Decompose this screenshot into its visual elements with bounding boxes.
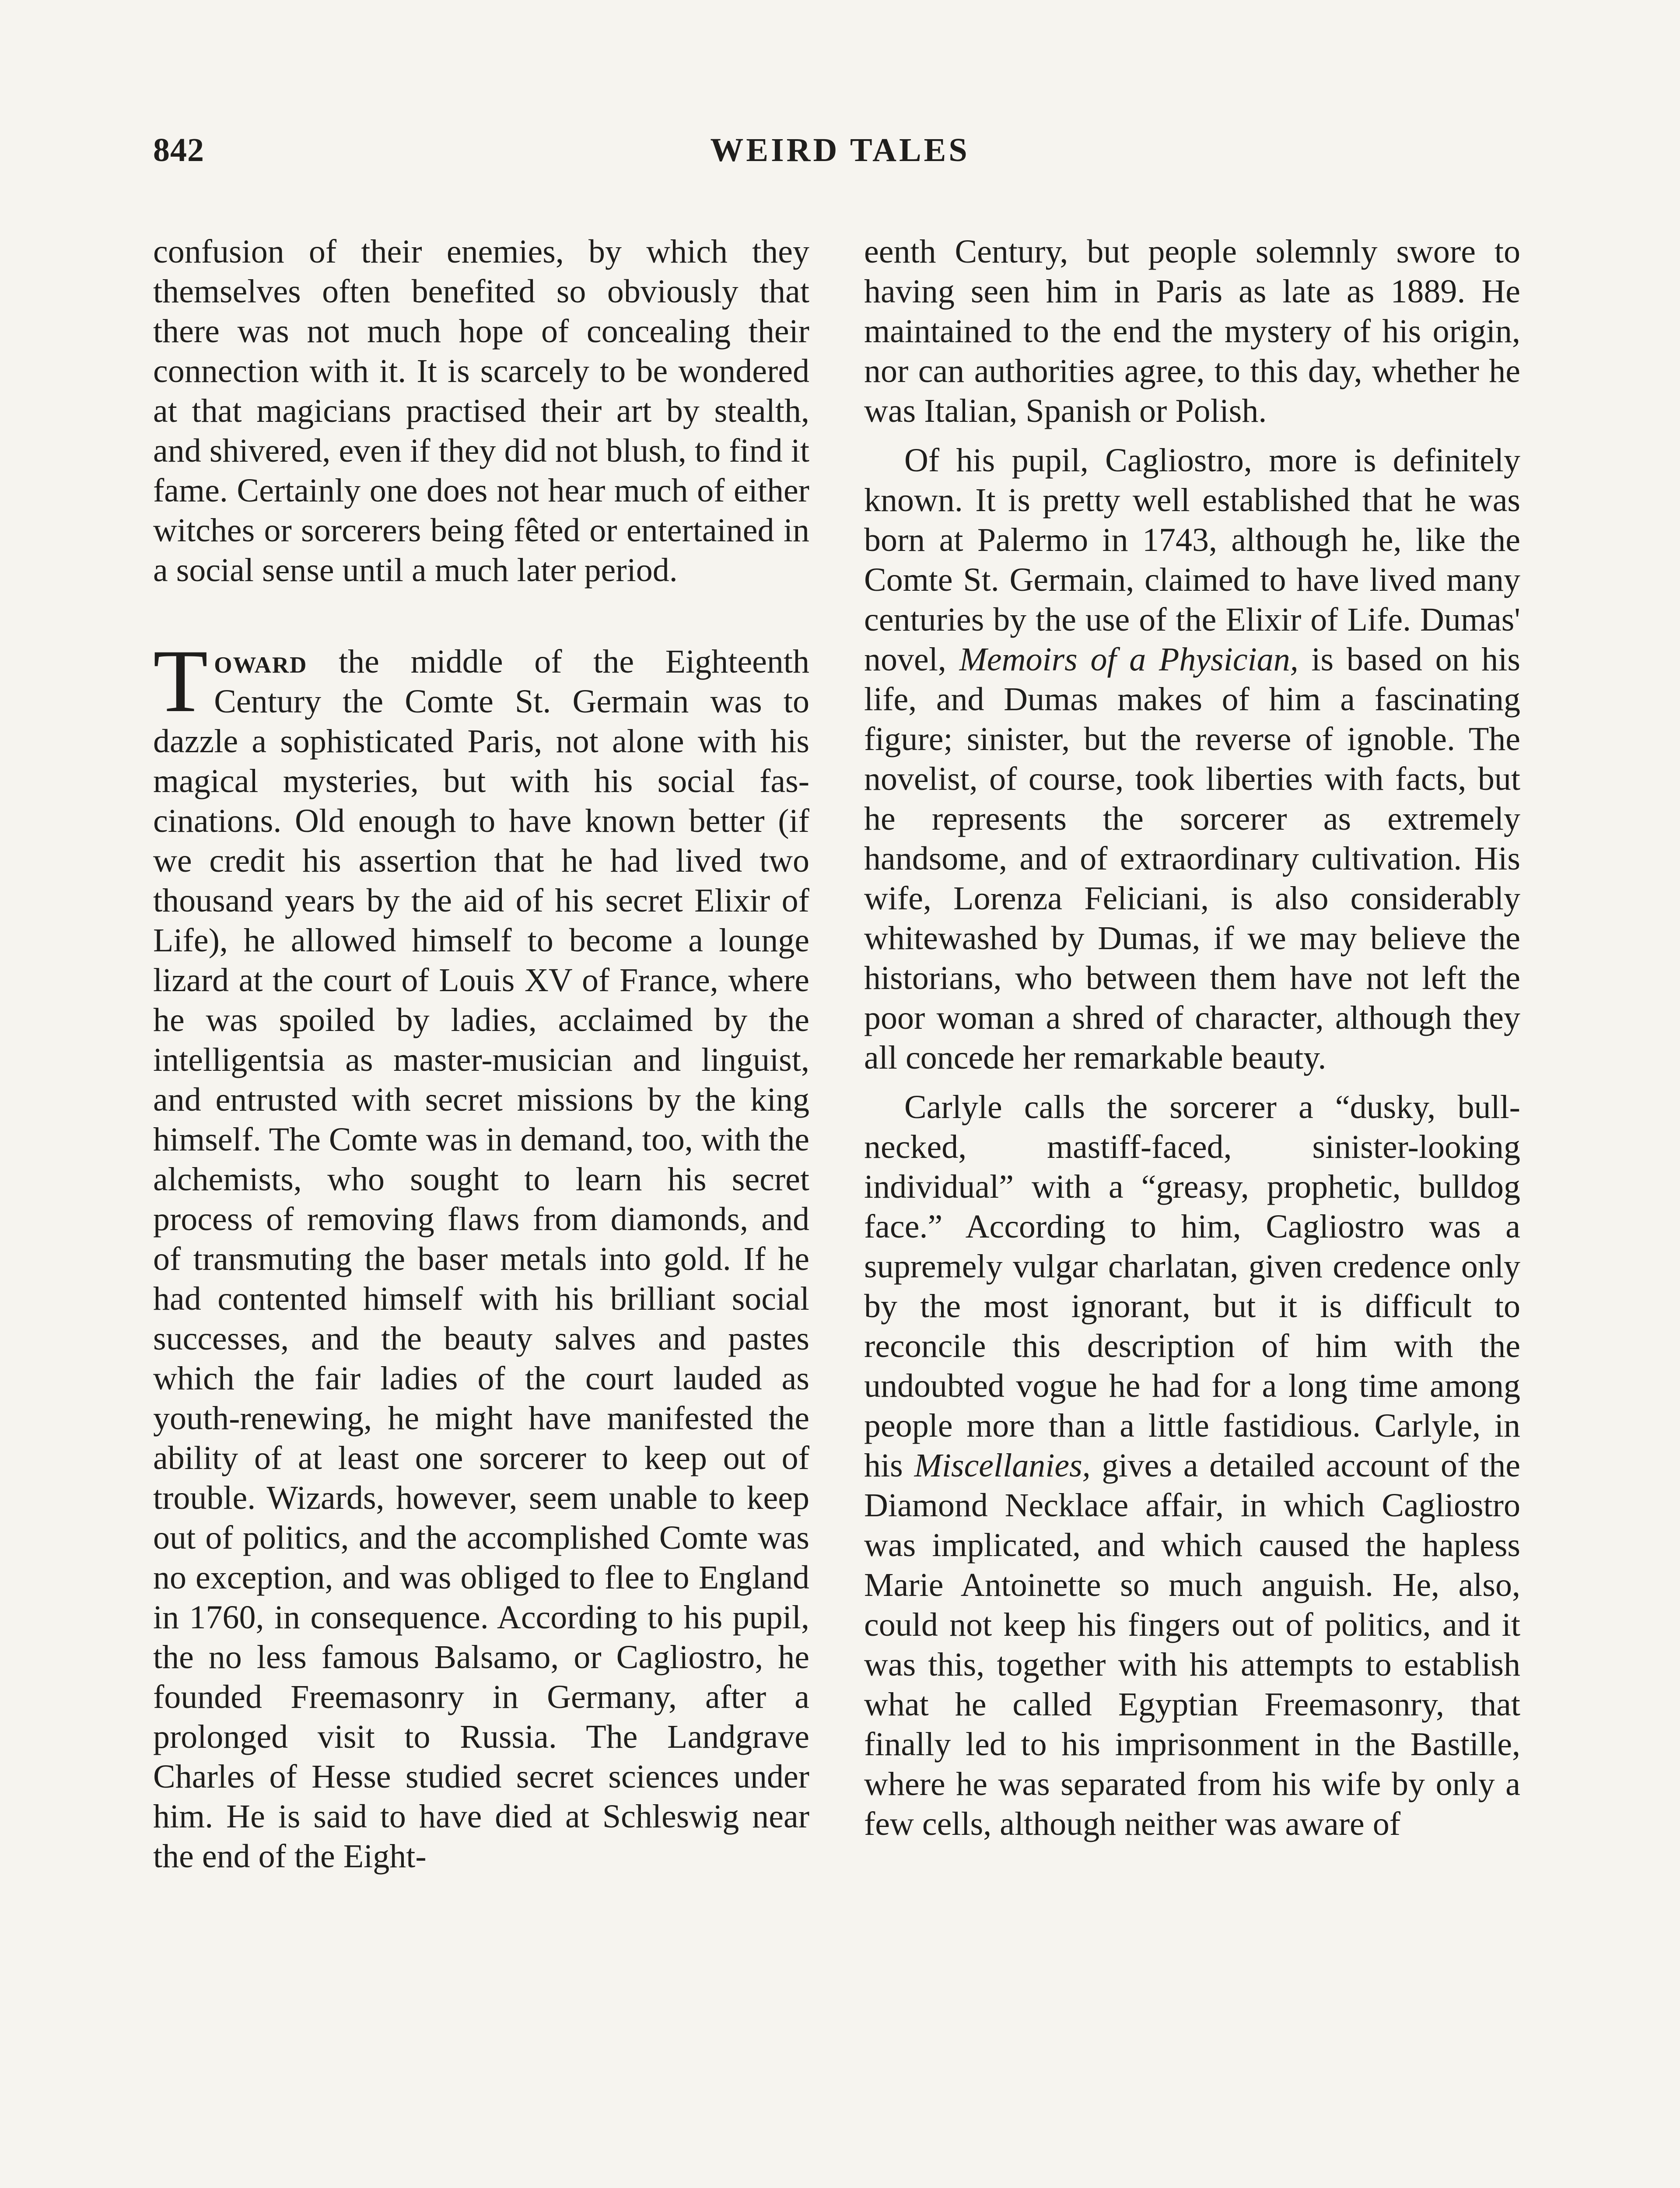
book-title: Memoirs of a Physician, (959, 641, 1298, 678)
page-header (153, 131, 1527, 184)
left-column (153, 232, 809, 2188)
paragraph (864, 441, 1520, 1078)
paragraph-text: gives a detailed account of the Diamond Necklace affair, in which Cagliostro was implicated, and which caused the hapless Marie Antoinette so much anguish. He, also, could not keep his fingers out of politics, and it was this, together with his attempts to establish what he called Egyptian Freemasonry, that finally led to his imprisonment in the Bastille, where he was separated from his wife by only a few cells, although neither was aware of (864, 1447, 1520, 1842)
running-title: WEIRD TALES (710, 132, 970, 168)
page-number: 842 (153, 132, 204, 168)
paragraph: confusion of their enemies, by which they themselves often benefited so obviously that there was not much hope of concealing their connection with it. It is scarcely to be wondered at that magicians practised their art by stealth, and shivered, even if they did not blush, to find it fame. Certainly one does not hear much of either witches or sorcerers being fêted or entertained in a social sense until a much later period. (153, 233, 809, 589)
drop-cap: T (153, 631, 208, 731)
small-caps-lead: oward (214, 643, 308, 680)
paragraph-text: Of his pupil, Cagliostro, more is definitely known. It is pretty well established that he was born at Palermo in 1743, although he, like the Comte St. Germain, claimed to have lived many centuries by the use of the Elixir of Life. Dumas' novel, (864, 442, 1520, 678)
book-title: Miscellanies, (914, 1447, 1091, 1484)
paragraph-text: is based on his life, and Dumas makes of him a fascinating figure; sinister, but the reverse of ignoble. The novelist, of course, took liberties with facts, but he represents the sorcerer as extremely handsome, and of extraordinary cultivation. His wife, Lorenza Feliciani, is also considerably whitewashed by Dumas, if we may believe the historians, who between them have not left the poor woman a shred of character, although they all concede her remarkable beauty. (864, 641, 1520, 1076)
paragraph-text: Carlyle calls the sorcerer a “dusky, bull-necked, mastiff-faced, sinister-looking individual” with a “greasy, prophetic, bulldog face.” According to him, Cagliostro was a supremely vulgar charlatan, given credence only by the most ignorant, but it is difficult to reconcile this description of him with the undoubted vogue he had for a long time among people more than a little fastidious. Carlyle, in his (864, 1089, 1520, 1484)
paragraph-text: the middle of the Eighteenth Century the Comte St. Germain was to dazzle a sophisticated Paris, not alone with his magical mysteries, but with his social fascinations. Old enough to have known better (if we credit his assertion that he had lived two thousand years by the aid of his secret Elixir of Life), he allowed himself to become a lounge lizard at the court of Louis XV of France, where he was spoiled by ladies, acclaimed by the intelligentsia as master-musician and linguist, and entrusted with secret missions by the king himself. The Comte was in demand, too, with the alchemists, who sought to learn his secret process of removing flaws from diamonds, and of transmuting the baser metals into gold. If he had contented himself with his brilliant social successes, and the beauty salves and pastes which the fair ladies of the court lauded as youth-renewing, he might have manifested the ability of at least one sorcerer to keep out of trouble. Wizards, however, seem unable to keep out of politics, and the accomplished Comte was no exception, and was obliged to flee to England in 1760, in consequence. According to his pupil, the no less famous Balsamo, or Cagliostro, he founded Freemasonry in Germany, after a prolonged visit to Russia. The Landgrave Charles of Hesse studied secret sciences under him. He is said to have died at Schleswig near the end of the Eight- (153, 643, 809, 1875)
right-column (864, 232, 1520, 2188)
section-opening-paragraph (153, 631, 809, 1876)
paragraph (864, 1087, 1520, 1844)
paragraph: eenth Century, but people solemnly swore to having seen him in Paris as late as 1889. He maintained to the end the mystery of his origin, nor can authorities agree, to this day, whether he was Italian, Spanish or Polish. (864, 233, 1520, 429)
